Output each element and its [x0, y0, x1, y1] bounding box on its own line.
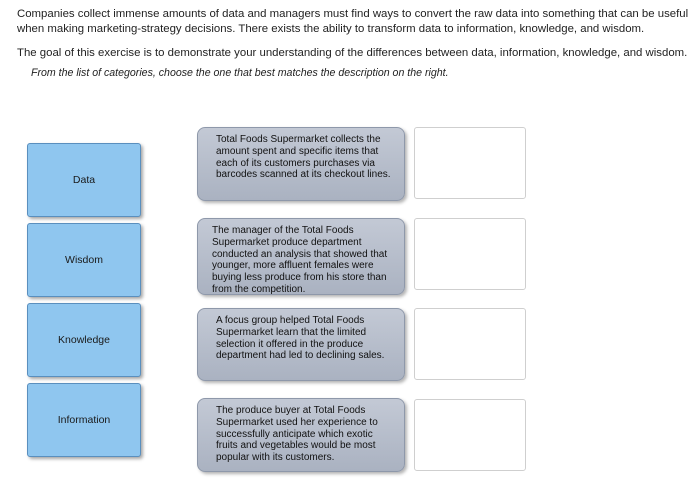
answer-drop-zone-4[interactable] [414, 399, 526, 471]
description-2: The manager of the Total Foods Supermarket produce department conducted an analysis that showed that younger, more affluent females were buying less produce from his store than from the competition. [197, 218, 405, 295]
intro-text: Companies collect immense amounts of data and managers must find ways to convert the raw data into something that can be useful when making marketing-strategy decisions. There exists the ability to transform data to information, knowledge, and wisdom. [17, 8, 689, 35]
category-data[interactable]: Data [27, 143, 141, 217]
instruction-text: From the list of categories, choose the one that best matches the description on the right. [31, 67, 449, 79]
category-information[interactable]: Information [27, 383, 141, 457]
category-wisdom[interactable]: Wisdom [27, 223, 141, 297]
description-3: A focus group helped Total Foods Supermarket learn that the limited selection it offered in the produce department had led to declining sales. [197, 308, 405, 381]
answer-drop-zone-3[interactable] [414, 308, 526, 380]
description-1: Total Foods Supermarket collects the amount spent and specific items that each of its customers purchases via barcodes scanned at its checkout lines. [197, 127, 405, 201]
answer-drop-zone-1[interactable] [414, 127, 526, 199]
answer-drop-zone-2[interactable] [414, 218, 526, 290]
category-knowledge[interactable]: Knowledge [27, 303, 141, 377]
description-4: The produce buyer at Total Foods Supermarket used her experience to successfully anticipate which exotic fruits and vegetables would be most popular with its customers. [197, 398, 405, 472]
goal-text: The goal of this exercise is to demonstrate your understanding of the differences between data, information, knowledge, and wisdom. [17, 47, 688, 59]
